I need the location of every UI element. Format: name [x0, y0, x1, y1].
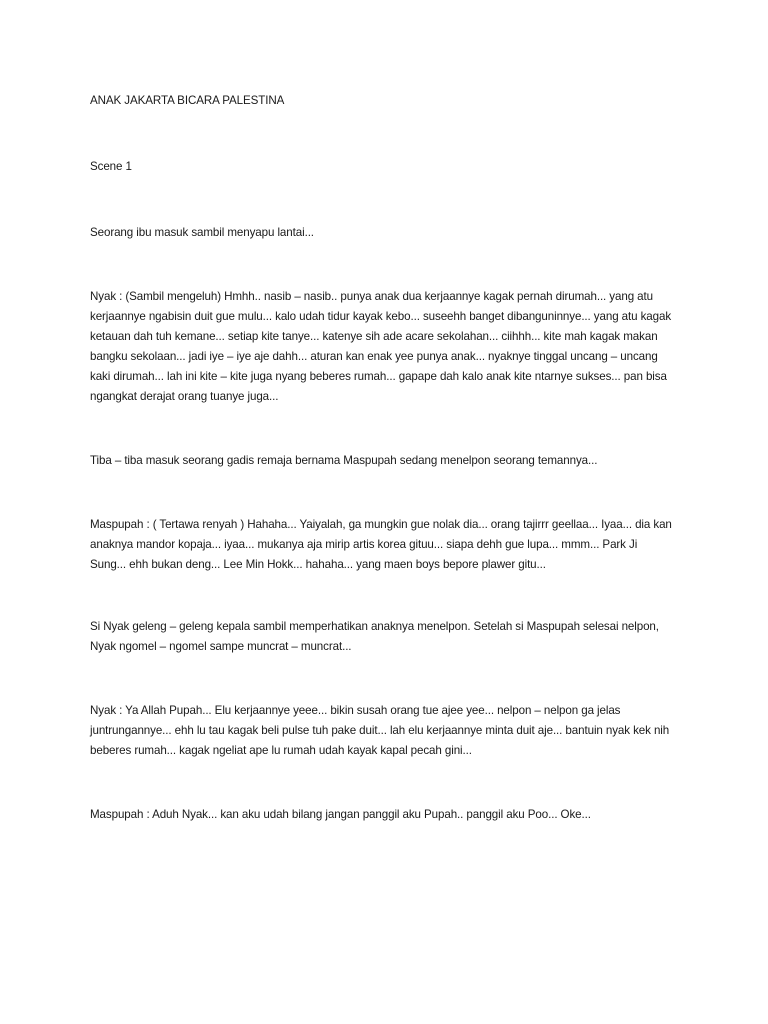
dialogue-paragraph: Nyak : Ya Allah Pupah... Elu kerjaannye yeee... bikin susah orang tue ajee yee... nelpon – nelpon ga jelas juntrunganny​e... ehh lu tau kagak beli pulse tuh pake duit... lah elu kerjaannye minta duit aje... bantuin nyak kek nih beberes rumah... kagak ngeliat ape lu rumah udah kayak kapal pecah gini...	[90, 704, 670, 757]
document-body	[90, 91, 676, 825]
dialogue-paragraph: Maspupah : Aduh Nyak... kan aku udah bilang jangan panggil aku Pupah.. panggil aku Poo... Oke...	[90, 808, 591, 821]
spacer	[90, 471, 676, 515]
spacer	[90, 243, 676, 287]
spacer	[90, 575, 676, 617]
stage-direction: Si Nyak geleng – geleng kepala sambil memperhatikan anaknya menelpon. Setelah si Maspupah selesai nelpon, Nyak ngomel – ngomel sampe muncrat – muncrat...	[90, 620, 659, 653]
stage-direction: Tiba – tiba masuk seorang gadis remaja bernama Maspupah sedang menelpon seorang temannya...	[90, 454, 598, 467]
spacer	[90, 761, 676, 805]
stage-direction: Seorang ibu masuk sambil menyapu lantai...	[90, 226, 314, 239]
spacer	[90, 177, 676, 223]
spacer	[90, 407, 676, 451]
scene-heading: Scene 1	[90, 160, 132, 173]
spacer	[90, 111, 676, 157]
document-title: ANAK JAKARTA BICARA PALESTINA	[90, 94, 285, 107]
dialogue-paragraph: Maspupah : ( Tertawa renyah ) Hahaha... Yaiyalah, ga mungkin gue nolak dia... orang tajirrr geellaa... Iyaa... dia kan anaknya mandor kopaja... iyaa... mukanya aja mirip artis korea gituu... siapa dehh gue lupa... mmm... Park Ji Sung... ehh bukan deng... Lee Min Hokk... hahaha... yang maen boys bepore plawer gitu...	[90, 518, 672, 571]
dialogue-paragraph: Nyak : (Sambil mengeluh) Hmhh.. nasib – nasib.. punya anak dua kerjaannye kagak pernah dirumah... yang atu kerjaannye ngabisin duit gue mulu... kalo udah tidur kayak kebo... suseehh banget dibanguninnye... yang atu kagak ketauan dah tuh kemane... setiap kite tanye... katenye sih ade acare sekolahan... ciihhh... kite mah kagak makan bangku sekolaan... jadi iye – iye aje dahh... aturan kan enak yee punya anak... nyaknye tinggal uncang – uncang kaki dirumah... lah ini kite – kite juga nyang beberes rumah... gapape dah kalo anak kite ntarnye sukses... pan bisa ngangkat derajat orang tuanye juga...	[90, 290, 672, 403]
spacer	[90, 657, 676, 701]
